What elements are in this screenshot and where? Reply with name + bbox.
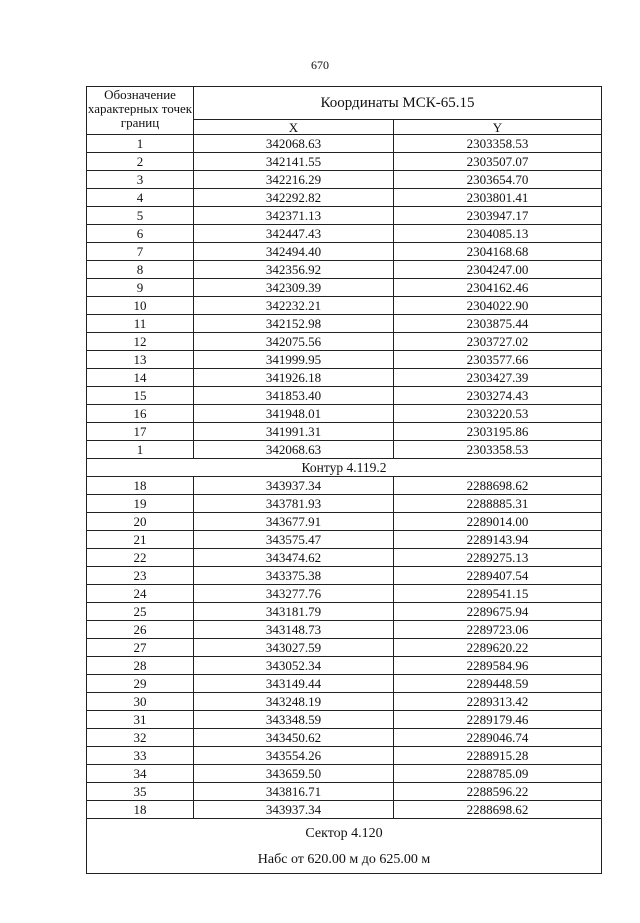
- y-coordinate-cell: 2303195.86: [394, 423, 602, 441]
- y-coordinate-cell: 2289584.96: [394, 657, 602, 675]
- table-row: [87, 405, 602, 423]
- table-row: [87, 549, 602, 567]
- coordinates-system-header: Координаты МСК-65.15: [194, 87, 602, 120]
- point-number-cell: 32: [87, 729, 194, 747]
- y-coordinate-cell: 2289046.74: [394, 729, 602, 747]
- y-coordinate-cell: 2303577.66: [394, 351, 602, 369]
- x-coordinate-cell: 343816.71: [194, 783, 394, 801]
- y-coordinate-cell: 2303947.17: [394, 207, 602, 225]
- points-column-header: Обозначение характерных точек границ: [87, 87, 194, 135]
- x-coordinate-cell: 341853.40: [194, 387, 394, 405]
- point-number-cell: 6: [87, 225, 194, 243]
- point-number-cell: 31: [87, 711, 194, 729]
- table-row: [87, 801, 602, 819]
- point-number-cell: 20: [87, 513, 194, 531]
- y-coordinate-cell: 2289143.94: [394, 531, 602, 549]
- height-range-label: Набс от 620.00 м до 625.00 м: [257, 851, 431, 867]
- x-coordinate-cell: 342447.43: [194, 225, 394, 243]
- x-coordinate-cell: 343781.93: [194, 495, 394, 513]
- x-coordinate-cell: 343937.34: [194, 801, 394, 819]
- footer-row: [87, 819, 602, 874]
- y-coordinate-cell: 2304085.13: [394, 225, 602, 243]
- point-number-cell: 28: [87, 657, 194, 675]
- y-coordinate-cell: 2289313.42: [394, 693, 602, 711]
- contour-row: [87, 459, 602, 477]
- table-row: [87, 765, 602, 783]
- point-number-cell: 9: [87, 279, 194, 297]
- y-coordinate-cell: 2303220.53: [394, 405, 602, 423]
- y-coordinate-cell: 2288698.62: [394, 477, 602, 495]
- x-coordinate-cell: 343937.34: [194, 477, 394, 495]
- table-row: [87, 369, 602, 387]
- y-coordinate-cell: 2304168.68: [394, 243, 602, 261]
- table-row: [87, 333, 602, 351]
- x-coordinate-cell: 343181.79: [194, 603, 394, 621]
- y-coordinate-cell: 2303358.53: [394, 135, 602, 153]
- point-number-cell: 4: [87, 189, 194, 207]
- y-coordinate-cell: 2303727.02: [394, 333, 602, 351]
- x-column-header: X: [194, 120, 394, 135]
- sector-label: Сектор 4.120: [305, 825, 383, 841]
- x-coordinate-cell: 341991.31: [194, 423, 394, 441]
- x-coordinate-cell: 343375.38: [194, 567, 394, 585]
- y-column-header: Y: [394, 120, 602, 135]
- point-number-cell: 12: [87, 333, 194, 351]
- point-number-cell: 2: [87, 153, 194, 171]
- point-number-cell: 25: [87, 603, 194, 621]
- point-number-cell: 11: [87, 315, 194, 333]
- point-number-cell: 17: [87, 423, 194, 441]
- table-row: [87, 351, 602, 369]
- y-coordinate-cell: 2303358.53: [394, 441, 602, 459]
- y-coordinate-cell: 2289620.22: [394, 639, 602, 657]
- x-coordinate-cell: 343677.91: [194, 513, 394, 531]
- point-number-cell: 30: [87, 693, 194, 711]
- y-coordinate-cell: 2304022.90: [394, 297, 602, 315]
- y-coordinate-cell: 2289723.06: [394, 621, 602, 639]
- x-coordinate-cell: 342356.92: [194, 261, 394, 279]
- point-number-cell: 8: [87, 261, 194, 279]
- table-header-row: [87, 87, 602, 120]
- x-coordinate-cell: 343148.73: [194, 621, 394, 639]
- table-row: [87, 495, 602, 513]
- point-number-cell: 1: [87, 135, 194, 153]
- table-row: [87, 693, 602, 711]
- y-coordinate-cell: 2303801.41: [394, 189, 602, 207]
- x-coordinate-cell: 342152.98: [194, 315, 394, 333]
- table-row: [87, 585, 602, 603]
- y-coordinate-cell: 2288785.09: [394, 765, 602, 783]
- y-coordinate-cell: 2289448.59: [394, 675, 602, 693]
- y-coordinate-cell: 2289275.13: [394, 549, 602, 567]
- x-coordinate-cell: 343474.62: [194, 549, 394, 567]
- table-row: [87, 279, 602, 297]
- x-coordinate-cell: 343248.19: [194, 693, 394, 711]
- y-coordinate-cell: 2288915.28: [394, 747, 602, 765]
- table-row: [87, 135, 602, 153]
- x-coordinate-cell: 343575.47: [194, 531, 394, 549]
- x-coordinate-cell: 342068.63: [194, 135, 394, 153]
- point-number-cell: 26: [87, 621, 194, 639]
- table-row: [87, 189, 602, 207]
- footer-cell: [87, 819, 602, 874]
- y-coordinate-cell: 2289541.15: [394, 585, 602, 603]
- y-coordinate-cell: 2288596.22: [394, 783, 602, 801]
- point-number-cell: 5: [87, 207, 194, 225]
- point-number-cell: 23: [87, 567, 194, 585]
- table-row: [87, 657, 602, 675]
- point-number-cell: 16: [87, 405, 194, 423]
- table-row: [87, 171, 602, 189]
- x-coordinate-cell: 343277.76: [194, 585, 394, 603]
- x-coordinate-cell: 342068.63: [194, 441, 394, 459]
- table-row: [87, 531, 602, 549]
- y-coordinate-cell: 2289014.00: [394, 513, 602, 531]
- x-coordinate-cell: 343348.59: [194, 711, 394, 729]
- y-coordinate-cell: 2304162.46: [394, 279, 602, 297]
- table-row: [87, 441, 602, 459]
- page-number: 670: [311, 58, 329, 72]
- point-number-cell: 10: [87, 297, 194, 315]
- point-number-cell: 18: [87, 477, 194, 495]
- y-coordinate-cell: 2289675.94: [394, 603, 602, 621]
- table-row: [87, 477, 602, 495]
- table-row: [87, 243, 602, 261]
- x-coordinate-cell: 342216.29: [194, 171, 394, 189]
- table-row: [87, 711, 602, 729]
- y-coordinate-cell: 2303507.07: [394, 153, 602, 171]
- table-row: [87, 747, 602, 765]
- table-row: [87, 567, 602, 585]
- point-number-cell: 3: [87, 171, 194, 189]
- table-row: [87, 639, 602, 657]
- y-coordinate-cell: 2289179.46: [394, 711, 602, 729]
- point-number-cell: 24: [87, 585, 194, 603]
- y-coordinate-cell: 2289407.54: [394, 567, 602, 585]
- y-coordinate-cell: 2304247.00: [394, 261, 602, 279]
- coordinates-table: [86, 86, 602, 874]
- x-coordinate-cell: 341948.01: [194, 405, 394, 423]
- x-coordinate-cell: 342494.40: [194, 243, 394, 261]
- x-coordinate-cell: 341999.95: [194, 351, 394, 369]
- table-row: [87, 387, 602, 405]
- point-number-cell: 13: [87, 351, 194, 369]
- point-number-cell: 35: [87, 783, 194, 801]
- point-number-cell: 34: [87, 765, 194, 783]
- table-row: [87, 315, 602, 333]
- x-coordinate-cell: 343052.34: [194, 657, 394, 675]
- point-number-cell: 18: [87, 801, 194, 819]
- y-coordinate-cell: 2303875.44: [394, 315, 602, 333]
- y-coordinate-cell: 2303654.70: [394, 171, 602, 189]
- contour-label: Контур 4.119.2: [87, 459, 602, 477]
- y-coordinate-cell: 2288698.62: [394, 801, 602, 819]
- x-coordinate-cell: 343450.62: [194, 729, 394, 747]
- point-number-cell: 15: [87, 387, 194, 405]
- x-coordinate-cell: 342141.55: [194, 153, 394, 171]
- table-body: [87, 87, 602, 874]
- table-row: [87, 783, 602, 801]
- table-row: [87, 513, 602, 531]
- x-coordinate-cell: 342371.13: [194, 207, 394, 225]
- x-coordinate-cell: 343027.59: [194, 639, 394, 657]
- y-coordinate-cell: 2303274.43: [394, 387, 602, 405]
- y-coordinate-cell: 2303427.39: [394, 369, 602, 387]
- point-number-cell: 14: [87, 369, 194, 387]
- table-row: [87, 261, 602, 279]
- point-number-cell: 21: [87, 531, 194, 549]
- point-number-cell: 19: [87, 495, 194, 513]
- point-number-cell: 27: [87, 639, 194, 657]
- x-coordinate-cell: 342292.82: [194, 189, 394, 207]
- point-number-cell: 7: [87, 243, 194, 261]
- table-row: [87, 729, 602, 747]
- table-row: [87, 153, 602, 171]
- x-coordinate-cell: 341926.18: [194, 369, 394, 387]
- table-row: [87, 297, 602, 315]
- y-coordinate-cell: 2288885.31: [394, 495, 602, 513]
- point-number-cell: 29: [87, 675, 194, 693]
- x-coordinate-cell: 342309.39: [194, 279, 394, 297]
- table-row: [87, 621, 602, 639]
- table-row: [87, 603, 602, 621]
- x-coordinate-cell: 342232.21: [194, 297, 394, 315]
- table-row: [87, 675, 602, 693]
- x-coordinate-cell: 343659.50: [194, 765, 394, 783]
- x-coordinate-cell: 342075.56: [194, 333, 394, 351]
- table-row: [87, 225, 602, 243]
- table-row: [87, 207, 602, 225]
- point-number-cell: 1: [87, 441, 194, 459]
- x-coordinate-cell: 343554.26: [194, 747, 394, 765]
- table-row: [87, 423, 602, 441]
- x-coordinate-cell: 343149.44: [194, 675, 394, 693]
- point-number-cell: 22: [87, 549, 194, 567]
- point-number-cell: 33: [87, 747, 194, 765]
